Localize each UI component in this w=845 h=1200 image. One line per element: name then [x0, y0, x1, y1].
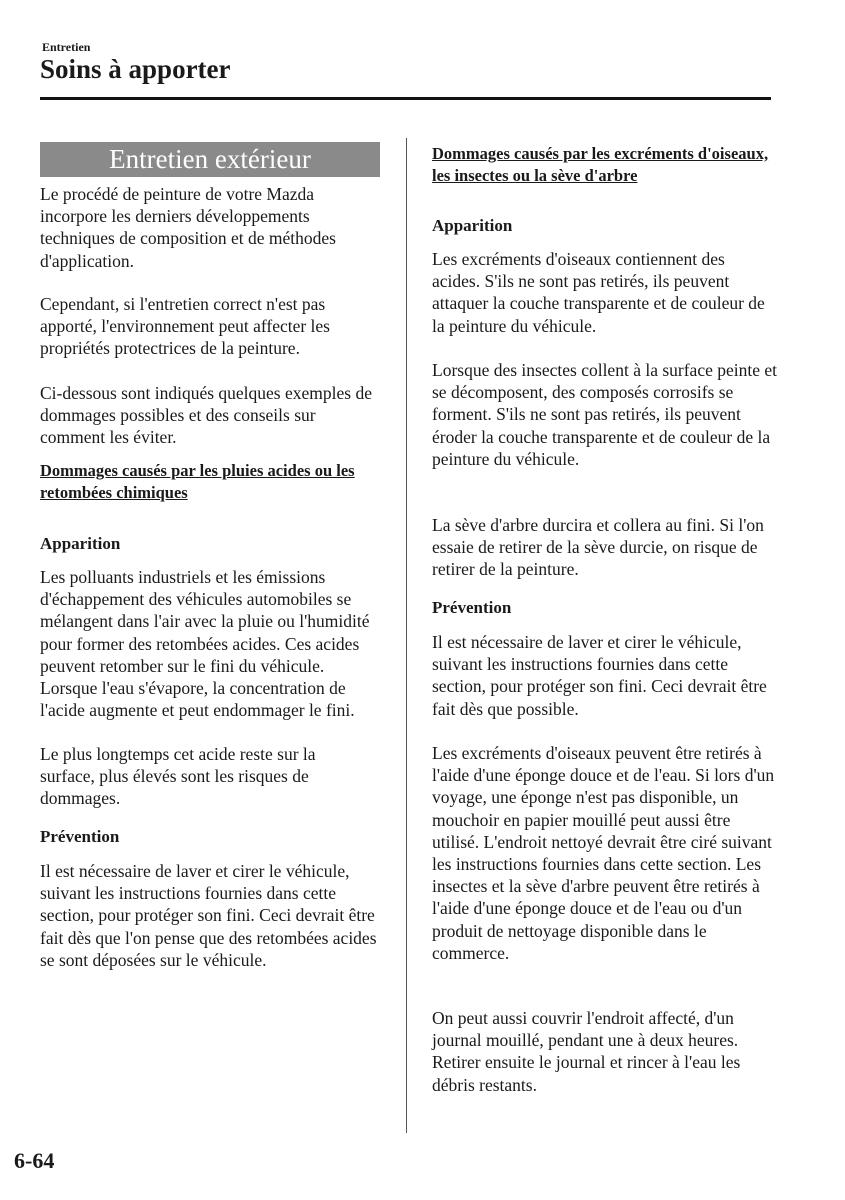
heading-prevention-left: Prévention: [40, 827, 120, 846]
header-rule: [40, 97, 771, 100]
intro-paragraph: Le procédé de peinture de votre Mazda incorpore les derniers développements techniques de composition et de méthodes d'application.: [40, 184, 336, 271]
heading-apparition-left: Apparition: [40, 534, 121, 553]
page-number: 6-64: [14, 1148, 55, 1173]
section-label: Entretien: [42, 40, 91, 54]
paragraph-acid-description: Les polluants industriels et les émissions d'échappement des véhicules automobiles se mélangent dans l'air avec la pluie ou l'humidité pour former des retombées acides. Ces acides peuvent retomber sur le fini du véhicule. Lorsque l'eau s'évapore, la concentration de l'acide augmente et peut endommager le fini.: [40, 567, 370, 721]
paragraph-acid-prevention: Il est nécessaire de laver et cirer le véhicule, suivant les instructions fournies dans cette section, pour protéger son fini. Ceci devrait être fait dès que l'on pense que des retombées acides se sont déposées sur le véhicule.: [40, 861, 377, 970]
paragraph-prevention-wash: Il est nécessaire de laver et cirer le véhicule, suivant les instructions fournies dans cette section, pour protéger son fini. Ceci devrait être fait dès que possible.: [432, 632, 767, 719]
heading-prevention-right: Prévention: [432, 598, 512, 617]
paragraph-newspaper: On peut aussi couvrir l'endroit affecté, d'un journal mouillé, pendant une à deux heures. Retirer ensuite le journal et rincer à l'eau les débris restants.: [432, 1008, 741, 1095]
subheading-bird-insects-sap: Dommages causés par les excréments d'oiseaux, les insectes ou la sève d'arbre: [432, 144, 769, 185]
page-title: Soins à apporter: [40, 54, 231, 84]
paragraph-bird-droppings: Les excréments d'oiseaux contiennent des acides. S'ils ne sont pas retirés, ils peuvent attaquer la couche transparente et de couleur de la peinture du véhicule.: [432, 249, 765, 336]
paragraph-examples: Ci-dessous sont indiqués quelques exemples de dommages possibles et des conseils sur comment les éviter.: [40, 383, 372, 448]
heading-apparition-right: Apparition: [432, 216, 513, 235]
column-divider: [406, 138, 407, 1133]
section-title-box: Entretien extérieur: [40, 142, 380, 177]
paragraph-tree-sap: La sève d'arbre durcira et collera au fini. Si l'on essaie de retirer de la sève durcie, on risque de retirer de la peinture.: [432, 515, 764, 580]
paragraph-insects: Lorsque des insectes collent à la surface peinte et se décomposent, des composés corrosifs se forment. S'ils ne sont pas retirés, ils peuvent éroder la couche transparente et de couleur de la peinture du véhicule.: [432, 360, 777, 469]
paragraph-acid-duration: Le plus longtemps cet acide reste sur la surface, plus élevés sont les risques de dommages.: [40, 744, 316, 809]
subheading-acid-rain: Dommages causés par les pluies acides ou les retombées chimiques: [40, 461, 355, 502]
paragraph-environment: Cependant, si l'entretien correct n'est pas apporté, l'environnement peut affecter les propriétés protectrices de la peinture.: [40, 294, 330, 359]
paragraph-removal-method: Les excréments d'oiseaux peuvent être retirés à l'aide d'une éponge douce et de l'eau. Si lors d'un voyage, une éponge n'est pas disponible, un mouchoir en papier mouillé peut aussi être utilisé. L'endroit nettoyé devrait être ciré suivant les instructions fournies dans cette section. Les insectes et la sève d'arbre peuvent être retirés à l'aide d'une éponge douce et de l'eau ou d'un produit de nettoyage disponible dans le commerce.: [432, 743, 775, 963]
